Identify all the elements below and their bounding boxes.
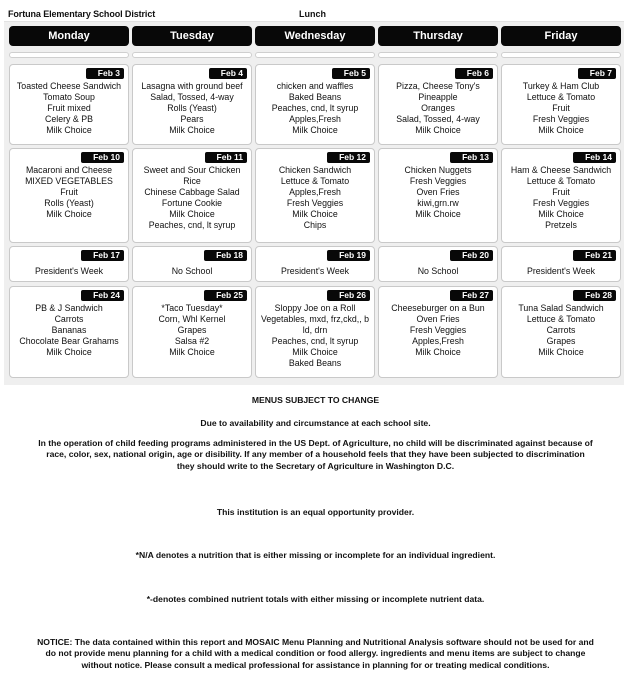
menu-items [10, 81, 128, 136]
menu-item: Milk Choice [292, 209, 338, 219]
subject-to-change-note: MENUS SUBJECT TO CHANGE [251, 395, 380, 405]
menu-item: Tomato Soup [43, 92, 95, 102]
day-cell [132, 64, 252, 145]
menu-item: Carrots [546, 325, 576, 335]
day-header-wednesday: Wednesday [255, 26, 375, 46]
nondiscrimination-line: race, color, sex, national origin, age or disibility. If any member of a household feels that they have been subjected to discrimination [46, 449, 585, 460]
menu-items [256, 165, 374, 231]
menu-item: MIXED VEGETABLES [25, 176, 113, 186]
menu-item: Milk Choice [169, 347, 215, 357]
menu-item: Oven Fries [416, 187, 460, 197]
menu-items [133, 303, 251, 358]
menu-item: Milk Choice [292, 125, 338, 135]
menu-item: Fresh Veggies [409, 176, 467, 186]
date-label: Feb 24 [81, 290, 124, 301]
menu-item: No School [417, 266, 459, 276]
menu-items [502, 165, 620, 231]
menu-item: Pears [180, 114, 204, 124]
menu-item: President's Week [34, 266, 103, 276]
day-cell [255, 286, 375, 378]
menu-item: Rolls (Yeast) [167, 103, 217, 113]
menu-item: Pineapple [418, 92, 458, 102]
menu-item: Fruit [60, 187, 78, 197]
day-cell [501, 286, 621, 378]
date-label: Feb 11 [205, 152, 247, 163]
day-cell [9, 148, 129, 243]
menu-item: chicken and waffles [276, 81, 354, 91]
menu-item: Lettuce & Tomato [280, 176, 350, 186]
date-label: Feb 27 [450, 290, 493, 301]
blank-row-cell [501, 52, 621, 58]
day-cell [501, 246, 621, 282]
menu-item: Rice [183, 176, 201, 186]
menu-item: Chocolate Bear Grahams [19, 336, 119, 346]
menu-item: Rolls (Yeast) [44, 198, 94, 208]
date-label: Feb 10 [81, 152, 124, 163]
menu-item: President's Week [526, 266, 595, 276]
menu-item: Apples,Fresh [289, 114, 341, 124]
menu-items [379, 303, 497, 358]
blank-row-cell [9, 52, 129, 58]
day-cell [501, 148, 621, 243]
menu-items [379, 165, 497, 220]
date-label: Feb 18 [204, 250, 247, 261]
menu-item: Turkey & Ham Club [522, 81, 600, 91]
menu-item: Lettuce & Tomato [526, 176, 596, 186]
menu-item: Fresh Veggies [286, 198, 344, 208]
menu-item: Lettuce & Tomato [526, 92, 596, 102]
na-note: *N/A denotes a nutrition that is either missing or incomplete for an individual ingredient. [135, 550, 496, 560]
menu-items [256, 303, 374, 369]
menu-items [256, 266, 374, 277]
menu-item: *Taco Tuesday* [161, 303, 223, 313]
menu-items [256, 81, 374, 136]
day-cell [255, 246, 375, 282]
menu-items [10, 303, 128, 358]
menu-item: Macaroni and Cheese [25, 165, 113, 175]
date-label: Feb 14 [573, 152, 616, 163]
notice-statement [4, 637, 627, 671]
menu-item: Milk Choice [538, 347, 584, 357]
menu-items [10, 266, 128, 277]
day-cell [9, 64, 129, 145]
menu-item: Apples,Fresh [289, 187, 341, 197]
day-cell [132, 148, 252, 243]
day-cell [378, 246, 498, 282]
menu-item: Chicken Sandwich [278, 165, 352, 175]
date-label: Feb 6 [455, 68, 493, 79]
menu-item: Milk Choice [46, 209, 92, 219]
date-label: Feb 17 [81, 250, 124, 261]
menu-item: Salad, Tossed, 4-way [150, 92, 234, 102]
menu-item: Cheeseburger on a Bun [391, 303, 485, 313]
menu-item: Baked Beans [288, 92, 342, 102]
blank-row-cell [132, 52, 252, 58]
menu-item: Oranges [421, 103, 455, 113]
date-label: Feb 4 [209, 68, 247, 79]
day-cell [501, 64, 621, 145]
menu-item: Lettuce & Tomato [526, 314, 596, 324]
date-label: Feb 20 [450, 250, 493, 261]
asterisk-note: *-denotes combined nutrient totals with either missing or incomplete nutrient data. [146, 594, 485, 604]
date-label: Feb 26 [327, 290, 370, 301]
date-label: Feb 19 [327, 250, 370, 261]
menu-items [10, 165, 128, 220]
day-cell [9, 286, 129, 378]
menu-item: Milk Choice [169, 209, 215, 219]
menu-item: Sweet and Sour Chicken [143, 165, 241, 175]
day-cell [9, 246, 129, 282]
menu-item: Corn, Whl Kernel [158, 314, 226, 324]
day-cell [132, 286, 252, 378]
day-cell [378, 148, 498, 243]
menu-item: Apples,Fresh [412, 336, 464, 346]
menu-items [502, 303, 620, 358]
day-header-tuesday: Tuesday [132, 26, 252, 46]
day-cell [378, 64, 498, 145]
menu-item: Peaches, cnd, lt syrup [148, 220, 236, 230]
menu-item: Bananas [51, 325, 87, 335]
menu-item: Fruit [552, 187, 570, 197]
menu-item: ld, drn [302, 325, 328, 335]
date-label: Feb 7 [578, 68, 616, 79]
menu-item: Fortune Cookie [161, 198, 223, 208]
nondiscrimination-statement [4, 438, 627, 472]
menu-item: Milk Choice [415, 209, 461, 219]
menu-item: Fruit mixed [47, 103, 91, 113]
menu-item: Peaches, cnd, lt syrup [271, 103, 359, 113]
menu-item: Milk Choice [415, 347, 461, 357]
menu-item: Grapes [546, 336, 576, 346]
menu-items [133, 81, 251, 136]
menu-item: Milk Choice [169, 125, 215, 135]
menu-item: Fresh Veggies [532, 198, 590, 208]
menu-item: President's Week [280, 266, 349, 276]
day-cell [378, 286, 498, 378]
equal-opportunity-note: This institution is an equal opportunity provider. [216, 507, 415, 517]
menu-item: PB & J Sandwich [35, 303, 103, 313]
menu-item: Lasagna with ground beef [141, 81, 243, 91]
menu-item: Oven Fries [416, 314, 460, 324]
nondiscrimination-line: In the operation of child feeding programs administered in the US Dept. of Agriculture, no child will be discriminated against because of [38, 438, 593, 448]
menu-item: Milk Choice [538, 125, 584, 135]
day-header-thursday: Thursday [378, 26, 498, 46]
date-label: Feb 21 [573, 250, 616, 261]
nondiscrimination-line: they should write to the Secretary of Agriculture in Washington D.C. [176, 460, 455, 471]
date-label: Feb 3 [86, 68, 124, 79]
menu-item: Milk Choice [46, 347, 92, 357]
menu-items [379, 81, 497, 136]
day-cell [132, 246, 252, 282]
menu-items [502, 266, 620, 277]
notice-line: do not provide menu planning for a child with a medical condition or food allergy. ingredients and menu items are subject to change [45, 648, 586, 659]
menu-item: Celery & PB [45, 114, 93, 124]
menu-item: Peaches, cnd, lt syrup [271, 336, 359, 346]
meal-title: Lunch [299, 9, 326, 19]
menu-item: kiwi,grn.rw [417, 198, 459, 208]
menu-item: Milk Choice [415, 125, 461, 135]
notice-line: without notice. Please consult a medical professional for assistance in planning for or treating medical conditions. [81, 659, 550, 670]
day-cell [255, 148, 375, 243]
menu-item: Fruit [552, 103, 570, 113]
date-label: Feb 25 [204, 290, 247, 301]
menu-item: Fresh Veggies [409, 325, 467, 335]
blank-row-cell [255, 52, 375, 58]
menu-item: Sloppy Joe on a Roll [274, 303, 356, 313]
menu-items [133, 165, 251, 231]
menu-item: Milk Choice [46, 125, 92, 135]
day-cell [255, 64, 375, 145]
menu-item: Toasted Cheese Sandwich [16, 81, 122, 91]
menu-item: Milk Choice [292, 347, 338, 357]
menu-item: Vegetables, mxd, frz,ckd,, b [260, 314, 370, 324]
menu-items [379, 266, 497, 277]
menu-item: Ham & Cheese Sandwich [510, 165, 612, 175]
availability-note: Due to availability and circumstance at each school site. [200, 418, 431, 428]
menu-item: Chips [303, 220, 327, 230]
menu-item: Carrots [54, 314, 84, 324]
menu-item: Pretzels [545, 220, 577, 230]
date-label: Feb 12 [327, 152, 370, 163]
menu-items [133, 266, 251, 277]
menu-item: Salsa #2 [174, 336, 210, 346]
blank-row-cell [378, 52, 498, 58]
notice-line: NOTICE: The data contained within this report and MOSAIC Menu Planning and Nutritional Analysis software should not be used for and [37, 637, 594, 647]
menu-item: No School [171, 266, 213, 276]
date-label: Feb 28 [573, 290, 616, 301]
menu-item: Chicken Nuggets [404, 165, 472, 175]
menu-item: Baked Beans [288, 358, 342, 368]
menu-items [502, 81, 620, 136]
day-header-friday: Friday [501, 26, 621, 46]
day-header-monday: Monday [9, 26, 129, 46]
date-label: Feb 13 [450, 152, 493, 163]
menu-item: Tuna Salad Sandwich [518, 303, 604, 313]
district-name: Fortuna Elementary School District [8, 9, 156, 19]
menu-item: Milk Choice [538, 209, 584, 219]
menu-item: Fresh Veggies [532, 114, 590, 124]
date-label: Feb 5 [332, 68, 370, 79]
menu-item: Pizza, Cheese Tony's [396, 81, 480, 91]
menu-item: Chinese Cabbage Salad [144, 187, 240, 197]
menu-item: Grapes [177, 325, 207, 335]
menu-item: Salad, Tossed, 4-way [396, 114, 480, 124]
